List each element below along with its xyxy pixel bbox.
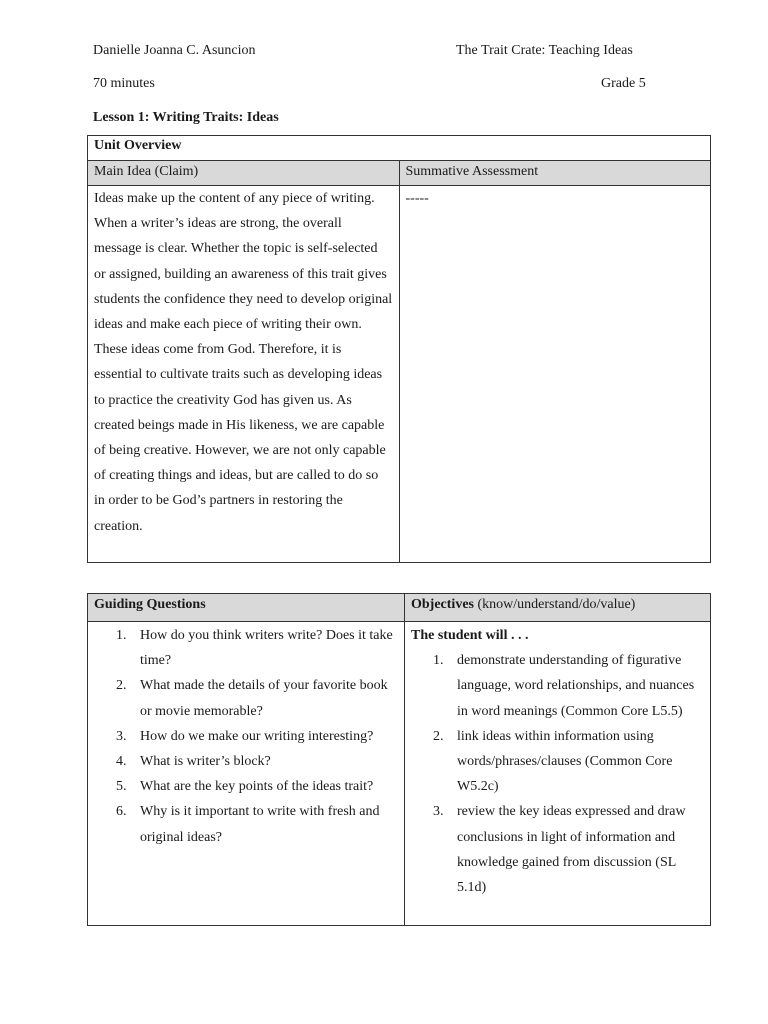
list-item [94, 749, 398, 774]
objectives-heading [405, 594, 711, 622]
list-number: 1. [116, 628, 127, 643]
list-item [94, 774, 398, 799]
question-text: What made the details of your favorite book or movie memorable? [140, 678, 388, 719]
list-item [94, 799, 398, 849]
lesson-title: Lesson 1: Writing Traits: Ideas [93, 110, 279, 125]
list-number: 3. [116, 728, 127, 744]
list-item [411, 724, 704, 800]
main-idea-text: Ideas make up the content of any piece of writing. When a writer’s ideas are strong, the overall message is clear. Whether the topic is self-selected or assigned, building an awareness of this trait gives students the confidence they need to develop original ideas and make each piece of writing their own. These ideas come from God. Therefore, it is essential to cultivate traits such as developing ideas to practice the creativity God has given us. As created beings made in His likeness, we are capable of being creative. However, we are not only capable of creating things and ideas, but are called to do so in order to be God’s partners in restoring the creation. [88, 186, 400, 563]
list-item [94, 673, 398, 723]
author-name: Danielle Joanna C. Asuncion [93, 43, 256, 58]
objective-text: link ideas within information using words/phrases/clauses (Common Core W5.2c) [457, 728, 673, 795]
objectives-heading-rest: (know/understand/do/value) [473, 597, 636, 612]
main-idea-heading: Main Idea (Claim) [88, 161, 400, 186]
guiding-questions-heading: Guiding Questions [88, 594, 405, 622]
grade-level: Grade 5 [601, 76, 646, 91]
student-will-label: The student will . . . [411, 628, 529, 643]
summative-assessment-heading: Summative Assessment [399, 161, 711, 186]
list-item [94, 623, 398, 673]
list-item [411, 648, 704, 724]
lesson-duration: 70 minutes [93, 76, 155, 91]
guiding-questions-list [94, 623, 398, 850]
list-number: 1. [433, 653, 444, 669]
list-number: 5. [116, 779, 127, 795]
guiding-questions-table [87, 593, 711, 926]
list-item [94, 724, 398, 749]
unit-overview-heading: Unit Overview [88, 136, 711, 161]
list-number: 3. [433, 804, 444, 820]
summative-assessment-text: ----- [399, 186, 711, 563]
question-text: What are the key points of the ideas trait? [140, 779, 374, 795]
list-number: 2. [116, 678, 127, 694]
objective-text: demonstrate understanding of figurative language, word relationships, and nuances in word meanings (Common Core L5.5) [457, 653, 695, 719]
question-text: How do we make our writing interesting? [140, 728, 374, 744]
list-item [411, 799, 704, 900]
objectives-cell [405, 622, 711, 926]
objectives-list [411, 648, 704, 900]
unit-overview-table [87, 135, 711, 563]
question-text: What is writer’s block? [140, 754, 271, 770]
question-text: Why is it important to write with fresh and original ideas? [140, 804, 380, 845]
list-number: 2. [433, 728, 444, 744]
unit-title: The Trait Crate: Teaching Ideas [456, 43, 633, 58]
list-number: 6. [116, 804, 127, 820]
objective-text: review the key ideas expressed and draw conclusions in light of information and knowledge gained from discussion (SL 5.1d) [457, 804, 686, 896]
list-number: 4. [116, 754, 127, 770]
objectives-heading-bold: Objectives [411, 597, 474, 612]
guiding-questions-cell [88, 622, 405, 926]
question-text: How do you think writers write? Does it take time? [140, 628, 393, 669]
